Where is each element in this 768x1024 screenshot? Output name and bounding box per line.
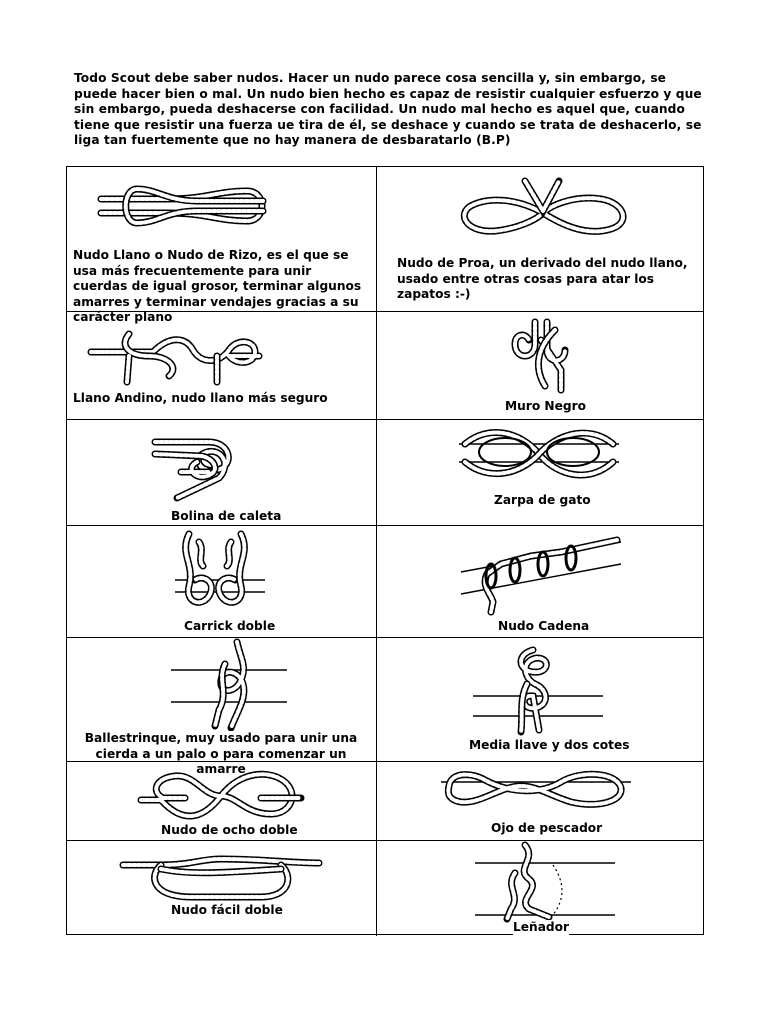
knot-cell — [67, 167, 376, 324]
knot-caption: Ojo de pescador — [491, 821, 603, 835]
wall-knot-icon — [505, 320, 575, 392]
knot-caption: Llano Andino, nudo llano más seguro — [73, 391, 328, 405]
knot-cell — [377, 312, 703, 419]
intro-paragraph: Todo Scout debe saber nudos. Hacer un nudo parece cosa sencilla y, sin embargo, se puede hacer bien o mal. Un nudo bien hecho es capaz de resistir cualquier esfuerzo y que sin embargo, pueda deshacerse con facilidad. Un nudo mal hecho es aquel que, cuando tiene que resistir una fuerza ue tira de él, se deshace y cuando se trata de deshacerlo, se liga tan fuertemente que no hay manera de desbaratarlo (B.P) — [74, 71, 702, 148]
bow-knot-icon — [455, 177, 635, 243]
table-row — [67, 761, 703, 840]
knot-caption: Nudo fácil doble — [171, 903, 283, 917]
chain-knot-icon — [461, 530, 621, 614]
knot-cell — [67, 420, 376, 525]
table-row — [67, 311, 703, 419]
knot-cell — [377, 762, 703, 840]
cats-paw-icon — [459, 426, 619, 482]
timber-hitch-icon — [475, 843, 615, 923]
square-knot-icon — [97, 181, 267, 231]
knot-cell — [67, 762, 376, 840]
andean-reef-knot-icon — [89, 326, 259, 386]
knot-cell — [67, 841, 376, 936]
table-row — [67, 840, 703, 936]
double-carrick-icon — [175, 530, 265, 614]
knot-caption: Nudo Cadena — [498, 619, 590, 633]
knot-cell — [377, 638, 703, 761]
easy-double-knot-icon — [121, 855, 321, 903]
knot-cell — [377, 841, 703, 936]
knot-caption: Leñador — [513, 920, 570, 934]
table-row — [67, 637, 703, 776]
knot-table — [66, 166, 704, 935]
knot-caption: Nudo de Proa, un derivado del nudo llano, usado entre otras cosas para atar los zapatos :-) — [397, 256, 697, 303]
knot-cell — [67, 638, 376, 776]
table-row — [67, 525, 703, 637]
knot-cell — [377, 420, 703, 525]
knot-caption: Nudo Llano o Nudo de Rizo, es el que se usa más frecuentemente para unir cuerdas de igual grosor, terminar algunos amarres y terminar vendajes gracias a su carácter plano — [73, 248, 362, 324]
knot-cell — [377, 526, 703, 637]
knot-caption: Carrick doble — [160, 619, 299, 635]
fishermans-eye-icon — [441, 766, 631, 812]
knot-caption: Bolina de caleta — [171, 509, 282, 523]
knot-caption: Ballestrinque, muy usado para unir una cierda a un palo o para comenzar un amarre — [73, 731, 369, 778]
clove-hitch-icon — [171, 640, 287, 730]
knot-cell — [377, 167, 703, 311]
knot-cell — [67, 526, 376, 637]
half-hitch-icon — [473, 644, 603, 734]
knot-cell — [67, 312, 376, 419]
knot-caption: Muro Negro — [505, 399, 587, 413]
knot-caption: Zarpa de gato — [494, 493, 591, 507]
bowline-coil-icon — [151, 426, 251, 500]
table-row — [67, 167, 703, 324]
double-figure-eight-icon — [141, 768, 301, 822]
knot-caption: Nudo de ocho doble — [161, 823, 298, 837]
knot-caption: Media llave y dos cotes — [469, 738, 630, 752]
table-row — [67, 419, 703, 525]
